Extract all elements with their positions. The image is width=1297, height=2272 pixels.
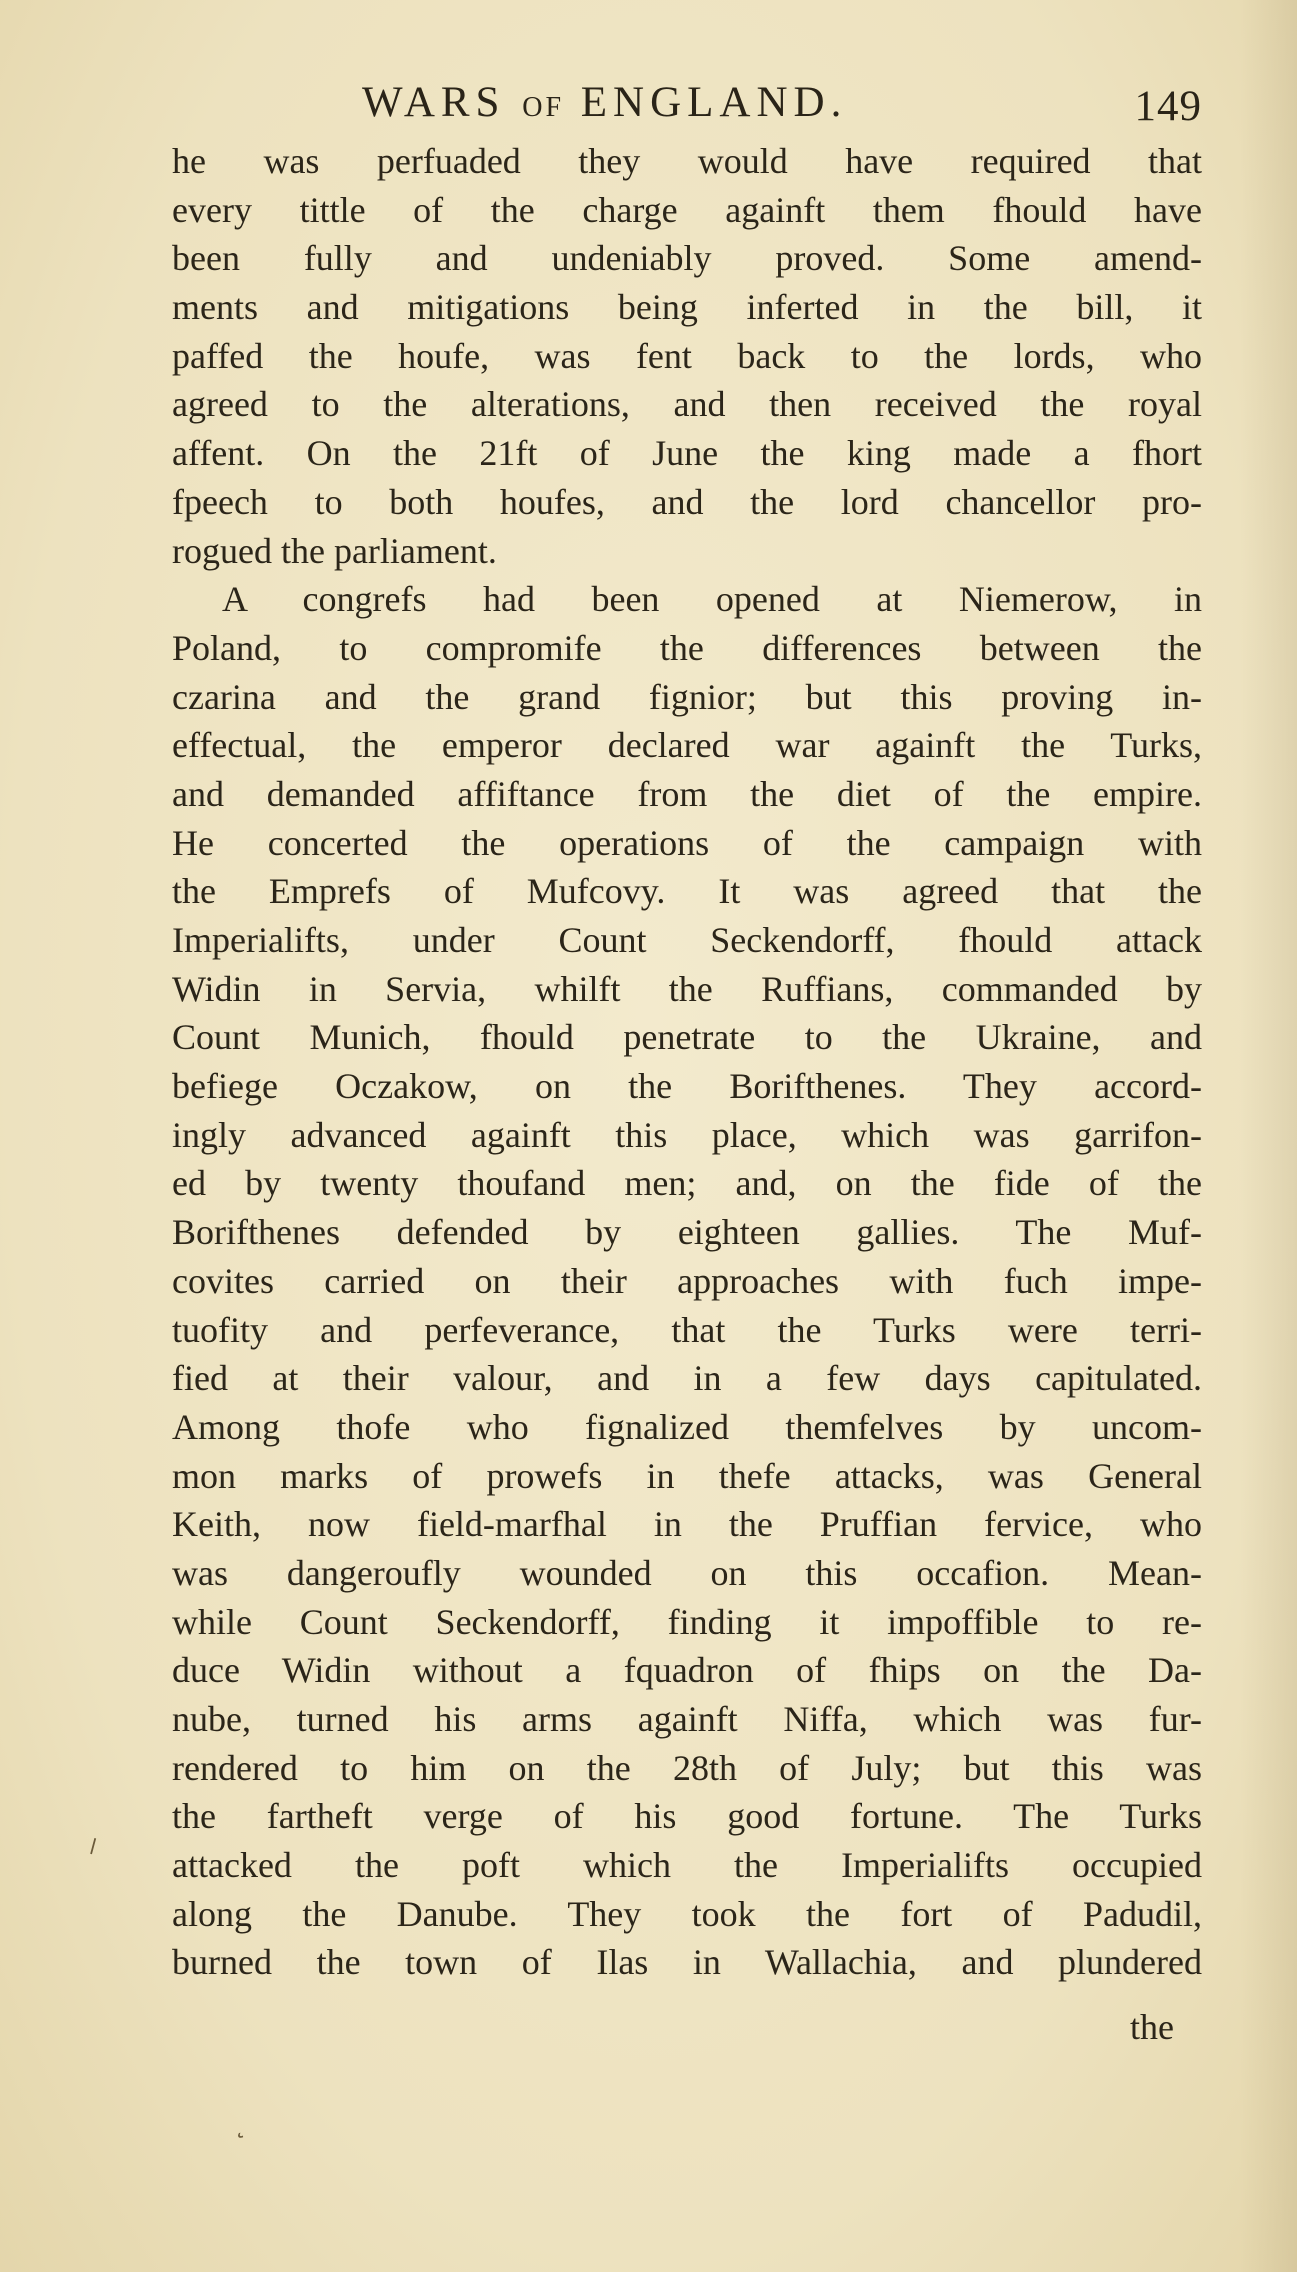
text-line: ingly advanced againft this place, which was garrifon- [172,1114,1202,1155]
text-line: Borifthenes defended by eighteen gallies. The Muf- [172,1212,1202,1253]
text-line: he was perfuaded they would have required that [172,141,1202,181]
page-edge-shadow [1240,0,1297,2272]
running-head-wars: WARS [362,79,506,126]
text-line: Count Munich, fhould penetrate to the Ukraine, and [172,1017,1202,1058]
running-head-of: OF [522,92,565,123]
text-line: covites carried on their approaches with fuch impe- [172,1260,1202,1301]
text-line: rogued the parliament. [172,530,497,571]
text-line: befiege Oczakow, on the Borifthenes. They accord- [172,1066,1202,1107]
text-line: agreed to the alterations, and then received the royal [172,384,1202,425]
catchword: the [1130,2007,1174,2047]
body-text [172,137,1202,1987]
text-line: every tittle of the charge againft them fhould have [172,189,1202,230]
text-line: paffed the houfe, was fent back to the lords, who [172,335,1202,376]
ink-blemish-mark: ˛ [229,2109,248,2141]
page-header [172,78,1202,138]
text-line: duce Widin without a fquadron of fhips on the Da- [172,1650,1202,1691]
text-line: nube, turned his arms againft Niffa, which was fur- [172,1699,1202,1739]
text-line: attacked the poft which the Imperialifts occupied [172,1845,1202,1886]
text-line: fpeech to both houfes, and the lord chancellor pro- [172,481,1202,522]
text-line: affent. On the 21ft of June the king made a fhort [172,433,1202,474]
text-line: Imperialifts, under Count Seckendorff, fhould attack [172,920,1202,960]
ink-blemish-mark: ⸝ [72,1818,107,1862]
text-line: was dangeroufly wounded on this occafion. Mean- [172,1552,1202,1593]
text-line: ments and mitigations being inferted in the bill, it [172,287,1202,328]
text-line: while Count Seckendorff, finding it impoffible to re- [172,1601,1202,1642]
text-line: Widin in Servia, whilft the Ruffians, commanded by [172,968,1202,1009]
text-line: the Emprefs of Mufcovy. It was agreed that the [172,871,1202,912]
running-head [362,78,847,127]
text-line: ed by twenty thoufand men; and, on the fide of the [172,1163,1202,1204]
text-line: Poland, to compromife the differences between the [172,627,1202,668]
text-line: the fartheft verge of his good fortune. The Turks [172,1796,1202,1837]
running-head-england: ENGLAND. [580,79,848,126]
text-line: been fully and undeniably proved. Some amend- [172,238,1202,279]
text-line: A congrefs had been opened at Niemerow, in [222,579,1202,620]
text-line: Among thofe who fignalized themfelves by uncom- [172,1406,1202,1447]
text-line: tuofity and perfeverance, that the Turks were terri- [172,1309,1202,1350]
text-line: fied at their valour, and in a few days capitulated. [172,1358,1202,1399]
text-line: effectual, the emperor declared war againft the Turks, [172,725,1202,766]
text-line: rendered to him on the 28th of July; but this was [172,1747,1202,1788]
page-number: 149 [1134,83,1202,130]
text-line: Keith, now field-marfhal in the Pruffian fervice, who [172,1504,1202,1545]
text-line: and demanded affiftance from the diet of the empire. [172,773,1202,814]
text-line: czarina and the grand fignior; but this proving in- [172,676,1202,717]
text-line: burned the town of Ilas in Wallachia, and plundered [172,1942,1202,1983]
text-line: mon marks of prowefs in thefe attacks, was General [172,1455,1202,1496]
text-line: He concerted the operations of the campaign with [172,822,1202,863]
text-line: along the Danube. They took the fort of Padudil, [172,1893,1202,1934]
